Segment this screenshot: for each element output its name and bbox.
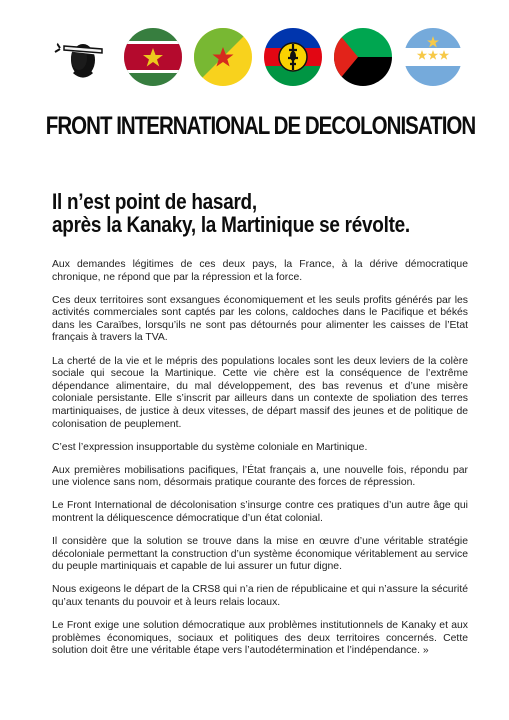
- paragraph: La cherté de la vie et le mépris des populations locales sont les deux leviers de la colère sociale qui secoue la Martinique. Cette vie chère est la conséquence de l’extrême dépendance alimentaire, du mal développement, des bas revenus et d’une misère coloniale persistante. Elle s’inscrit par ailleurs dans un contexte de spoliation des terres martiniquaises, de justice à deux vitesses, de départ massif des jeunes et de politique de colonisation de peuplement.: [52, 355, 468, 430]
- statement-body: [52, 259, 468, 668]
- suriname-flag-icon: [124, 28, 182, 86]
- paragraph: Le Front exige une solution démocratique aux problèmes institutionnels de Kanaky et aux problèmes économiques, sociaux et politiques des deux territoires concernés. Cette solution doit être une véritable étape vers l’autodétermination et l’indépendance. »: [52, 620, 468, 657]
- french-guiana-flag-icon: [194, 28, 252, 86]
- flag-row: [54, 28, 464, 88]
- paragraph: Ces deux territoires sont exsangues économiquement et les seuls profits générés par les activités commerciales sont captés par les colons, caldoches dans le Pacifique et békés dans les Caraïbes, lorsqu’ils ne sont pas détournés pour alimenter les caisses de l’Etat français à travers la TVA.: [52, 294, 468, 344]
- headline-line-2: après la Kanaky, la Martinique se révolte.: [52, 212, 410, 237]
- corsica-flag-icon: [54, 28, 112, 86]
- guadeloupe-flag-icon: [404, 28, 462, 86]
- kanaky-flag-icon: [264, 28, 322, 86]
- paragraph: Aux demandes légitimes de ces deux pays, la France, à la dérive démocratique chronique, ne répond que par la répression et la force.: [52, 259, 468, 283]
- headline: [52, 190, 448, 236]
- paragraph: Le Front International de décolonisation s’insurge contre ces pratiques d’un autre âge qui montrent la déliquescence démocratique d’un état colonial.: [52, 500, 468, 524]
- paragraph: Nous exigeons le départ de la CRS8 qui n’a rien de républicaine et qui n’assure la sécurité qu’aux tenants du pouvoir et à leurs relais locaux.: [52, 584, 468, 608]
- martinique-flag-icon: [334, 28, 392, 86]
- paragraph: C’est l’expression insupportable du système coloniale en Martinique.: [52, 441, 368, 453]
- headline-line-1: Il n’est point de hasard,: [52, 189, 257, 214]
- organization-title: FRONT INTERNATIONAL DE DECOLONISATION: [45, 112, 476, 140]
- paragraph: Il considère que la solution se trouve dans la mise en œuvre d’une véritable stratégie décoloniale permettant la construction d’un système économique véritablement au service du peuple martiniquais et capable de lui assurer un futur digne.: [52, 536, 468, 573]
- paragraph: Aux premières mobilisations pacifiques, l’État français a, une nouvelle fois, répondu par une violence sans nom, désormais pratique courante des forces de répression.: [52, 464, 468, 489]
